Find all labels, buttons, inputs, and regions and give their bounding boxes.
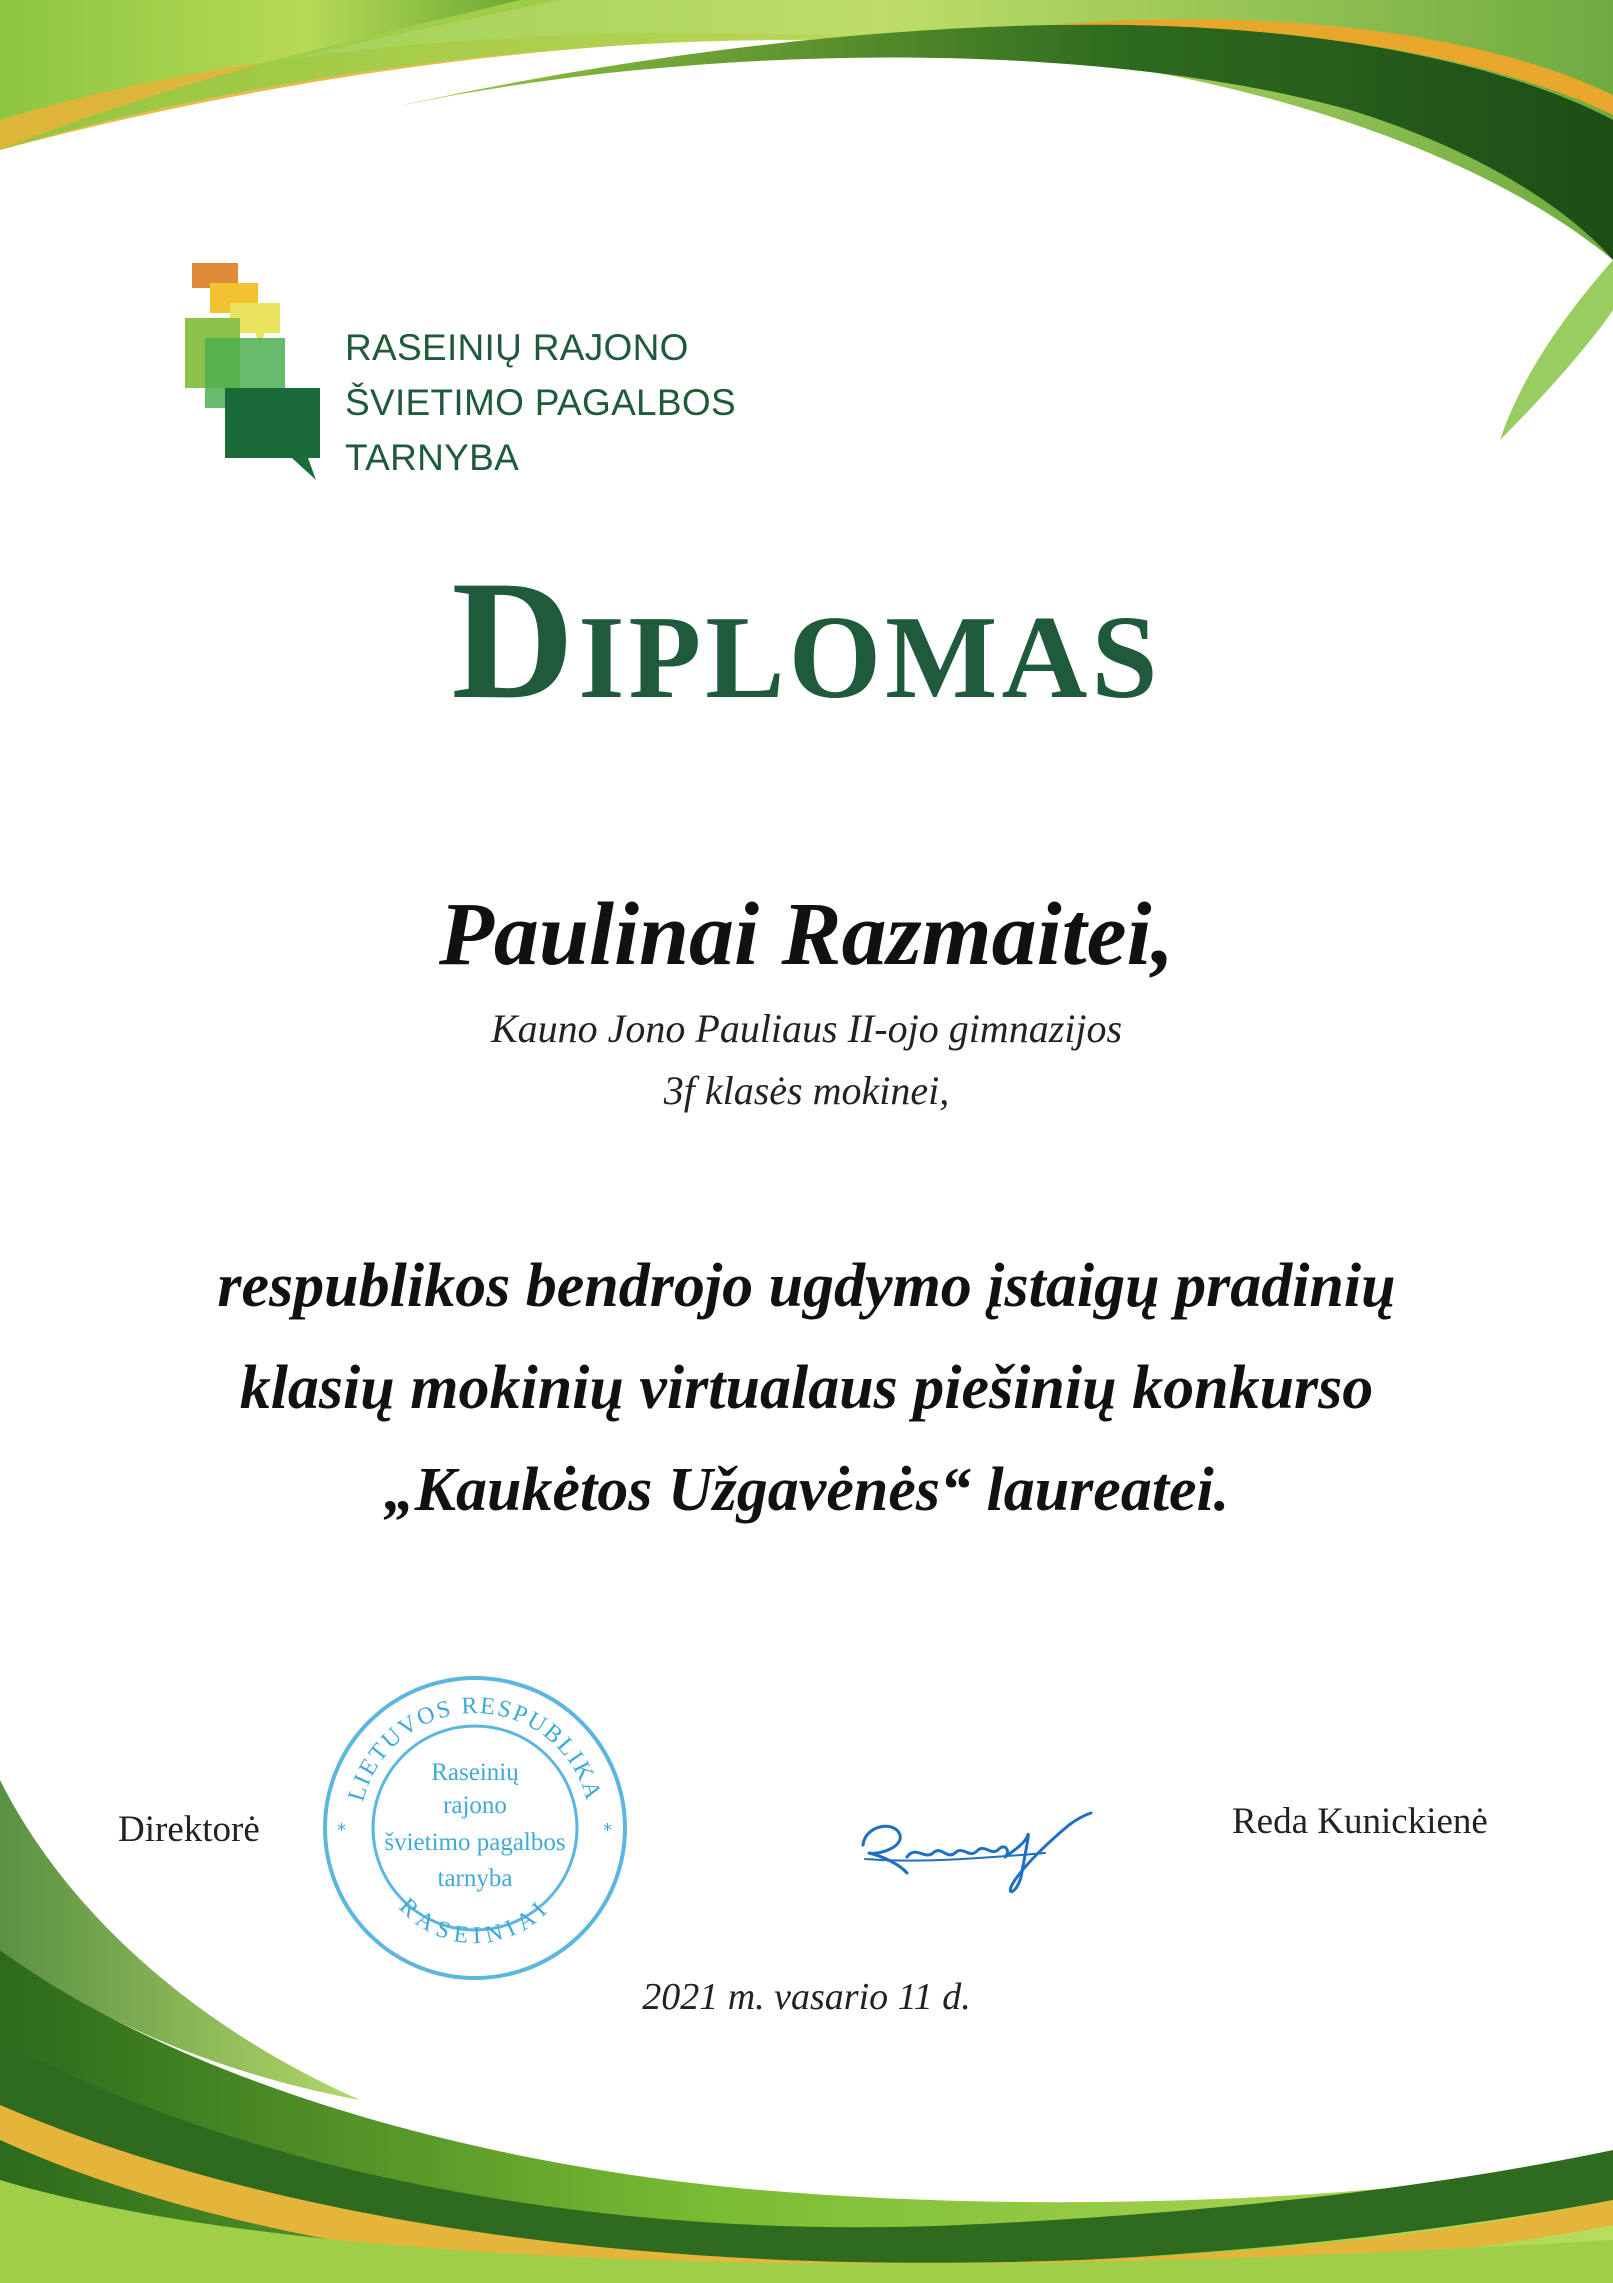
logo-speech-bubbles-icon xyxy=(180,258,330,488)
stamp-ring-bottom: RASEINIAI xyxy=(393,1893,557,1950)
stamp-center-line: švietimo pagalbos xyxy=(384,1829,566,1856)
school-line: Kauno Jono Pauliaus II-ojo gimnazijos xyxy=(490,1006,1123,1051)
handwritten-signature xyxy=(855,1785,1095,1905)
organization-name-line: ŠVIETIMO PAGALBOS xyxy=(345,382,736,423)
recipient-school xyxy=(0,998,1613,1122)
recipient-name: Paulinai Razmaitei, xyxy=(438,885,1175,984)
organization-logo xyxy=(180,258,780,488)
award-text xyxy=(0,1235,1613,1541)
organization-name-line: RASEINIŲ RAJONO xyxy=(345,327,689,368)
signatory-role: Direktorė xyxy=(118,1809,260,1850)
stamp-center-line: Raseinių xyxy=(431,1759,519,1786)
official-stamp xyxy=(315,1668,635,1988)
award-line: klasių mokinių virtualaus piešinių konkurso xyxy=(239,1354,1374,1422)
stamp-center-line: rajono xyxy=(443,1792,507,1819)
stamp-star-left-icon: * xyxy=(337,1820,346,1841)
svg-text:RASEINIAI xyxy=(394,1893,556,1949)
document-title: Diplomas xyxy=(451,546,1162,734)
stamp-ring-top: LIETUVOS RESPUBLIKA xyxy=(343,1692,607,1805)
right-swoosh xyxy=(1500,260,1613,440)
school-line: 3f klasės mokinei, xyxy=(663,1068,950,1113)
issue-date: 2021 m. vasario 11 d. xyxy=(642,1976,971,2018)
organization-name xyxy=(345,320,736,485)
stamp-star-right-icon: * xyxy=(603,1820,612,1841)
organization-name-line: TARNYBA xyxy=(345,437,520,478)
signatory-name: Reda Kunickienė xyxy=(1232,1801,1488,1842)
award-line: „Kaukėtos Užgavėnės“ laureatei. xyxy=(383,1456,1230,1524)
award-line: respublikos bendrojo ugdymo įstaigų pradinių xyxy=(217,1252,1396,1320)
stamp-center-line: tarnyba xyxy=(437,1865,513,1892)
